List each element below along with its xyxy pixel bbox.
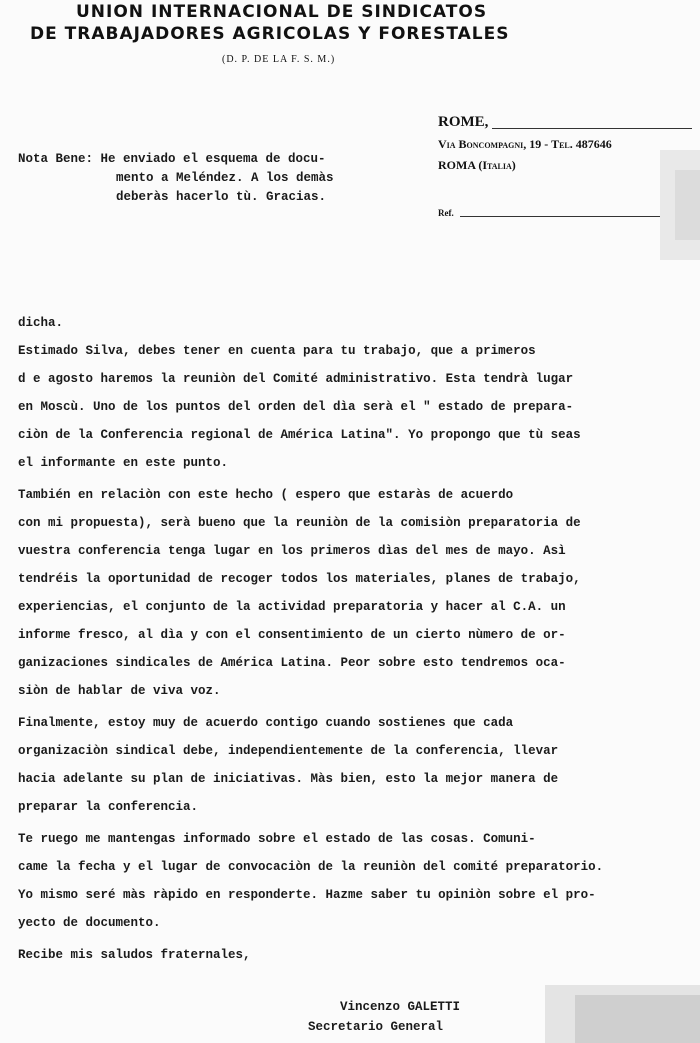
- address-roma: ROMA (Italia): [438, 158, 516, 172]
- org-name-line2: DE TRABAJADORES AGRICOLAS Y FORESTALES: [30, 24, 510, 44]
- ref-label: Ref.: [438, 208, 454, 218]
- body-line: Recibe mis saludos fraternales,: [18, 948, 251, 962]
- org-name-line1: UNION INTERNACIONAL DE SINDICATOS: [76, 2, 488, 22]
- body-line: ganizaciones sindicales de América Latina. Peor sobre esto tendremos oca-: [18, 656, 566, 670]
- nota-line: mento a Meléndez. A los demàs: [116, 171, 334, 185]
- body-line: informe fresco, al dìa y con el consentimiento de un cierto nùmero de or-: [18, 628, 566, 642]
- body-line: Yo mismo seré màs ràpido en responderte. Hazme saber tu opiniòn sobre el pro-: [18, 888, 596, 902]
- address-city: ROME,: [438, 114, 489, 130]
- body-line: Estimado Silva, debes tener en cuenta para tu trabajo, que a primeros: [18, 344, 536, 358]
- body-line: con mi propuesta), serà bueno que la reuniòn de la comisiòn preparatoria de: [18, 516, 581, 530]
- org-subtitle: (D. P. DE LA F. S. M.): [222, 54, 336, 65]
- body-line: preparar la conferencia.: [18, 800, 199, 814]
- body-line: También en relaciòn con este hecho ( espero que estaràs de acuerdo: [18, 488, 514, 502]
- body-line: experiencias, el conjunto de la actividad preparatoria y hacer al C.A. un: [18, 600, 566, 614]
- body-line: came la fecha y el lugar de convocaciòn de la reuniòn del comité preparatorio.: [18, 860, 604, 874]
- signature-name: Vincenzo GALETTI: [340, 1000, 461, 1014]
- nota-line: deberàs hacerlo tù. Gracias.: [116, 190, 327, 204]
- body-line: en Moscù. Uno de los puntos del orden del dìa serà el " estado de prepara-: [18, 400, 574, 414]
- scan-noise-bottom: [545, 985, 700, 1043]
- body-line: dicha.: [18, 316, 64, 330]
- body-line: organizaciòn sindical debe, independientemente de la conferencia, llevar: [18, 744, 559, 758]
- body-line: Te ruego me mantengas informado sobre el estado de las cosas. Comuni-: [18, 832, 536, 846]
- nota-line: Nota Bene: He enviado el esquema de docu-: [18, 152, 326, 166]
- body-line: Finalmente, estoy muy de acuerdo contigo cuando sostienes que cada: [18, 716, 514, 730]
- body-line: yecto de documento.: [18, 916, 161, 930]
- body-line: tendréis la oportunidad de recoger todos los materiales, planes de trabajo,: [18, 572, 581, 586]
- body-line: ciòn de la Conferencia regional de América Latina". Yo propongo que tù seas: [18, 428, 581, 442]
- city-rule: [492, 128, 692, 129]
- address-street: Via Boncompagni, 19 - Tel. 487646: [438, 137, 612, 151]
- body-line: d e agosto haremos la reuniòn del Comité administrativo. Esta tendrà lugar: [18, 372, 574, 386]
- body-line: el informante en este punto.: [18, 456, 229, 470]
- scan-noise-top: [620, 150, 700, 260]
- nota-bene: [18, 150, 418, 207]
- signature-title: Secretario General: [308, 1020, 444, 1034]
- body-line: hacia adelante su plan de iniciativas. Màs bien, esto la mejor manera de: [18, 772, 559, 786]
- body-line: siòn de hablar de viva voz.: [18, 684, 221, 698]
- body-line: vuestra conferencia tenga lugar en los primeros dìas del mes de mayo. Asì: [18, 544, 566, 558]
